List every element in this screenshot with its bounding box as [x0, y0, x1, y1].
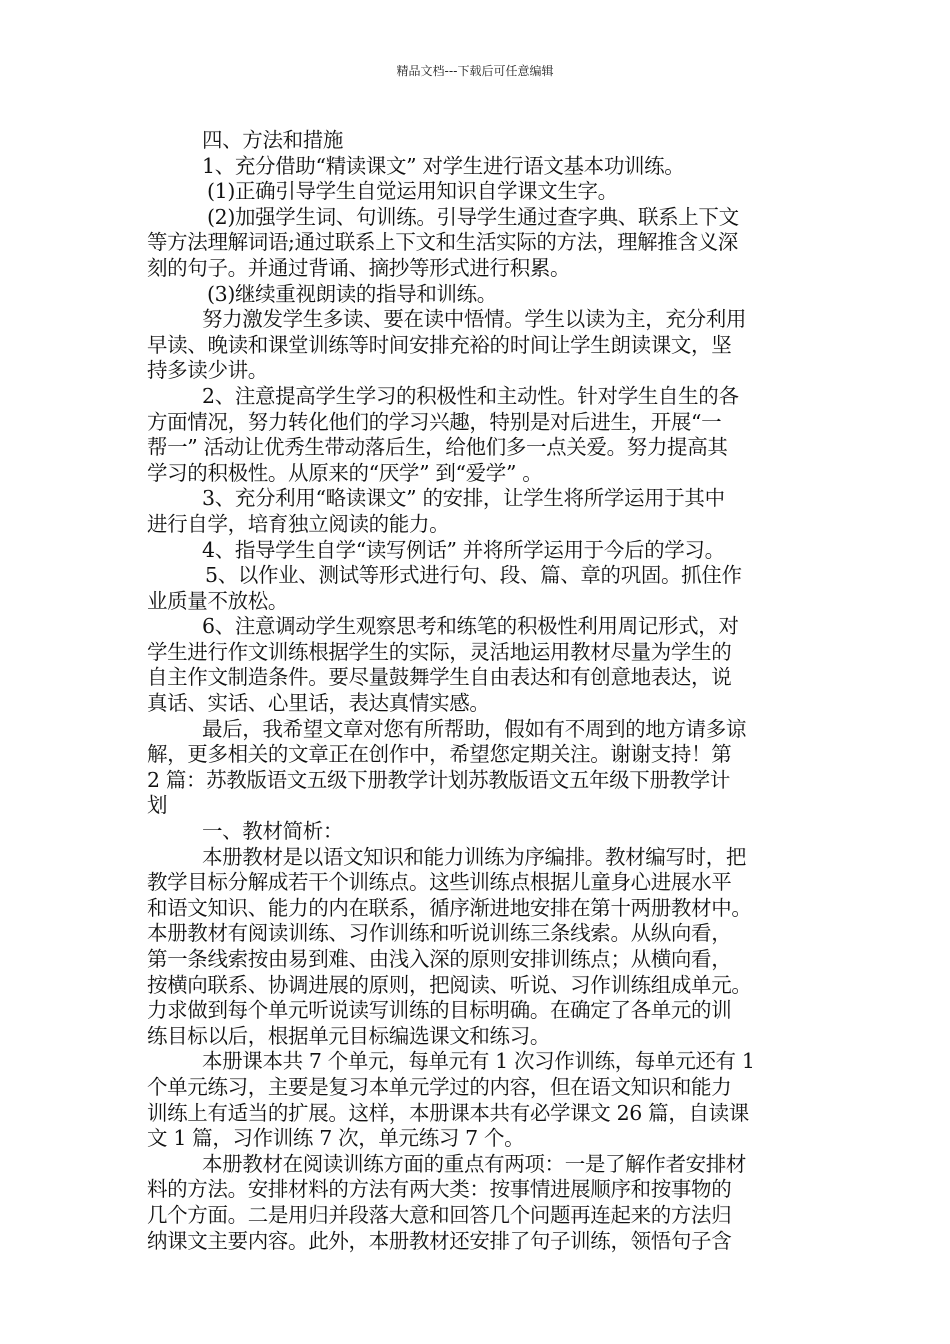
paragraph-line: 训练上有适当的扩展。这样，本册课本共有必学课文 26 篇，自读课 — [147, 1100, 749, 1125]
paragraph-line: 刻的句子。并通过背诵、摘抄等形式进行积累。 — [147, 255, 571, 280]
paragraph-line: 真话、实话、心里话，表达真情实感。 — [147, 691, 490, 716]
paragraph-line: 本册教材在阅读训练方面的重点有两项：一是了解作者安排材 — [202, 1151, 747, 1176]
paragraph-line: 力求做到每个单元听说读写训练的目标明确。在确定了各单元的训 — [147, 998, 732, 1023]
paragraph-line: 1、充分借助“精读课文” 对学生进行语文基本功训练。 — [202, 153, 685, 178]
paragraph-line: 6、注意调动学生观察思考和练笔的积极性利用周记形式，对 — [202, 614, 739, 639]
paragraph-line: 料的方法。安排材料的方法有两大类：按事情进展顺序和按事物的 — [147, 1177, 732, 1202]
paragraph-line: 进行自学，培育独立阅读的能力。 — [147, 511, 450, 536]
paragraph-line: 最后，我希望文章对您有所帮助，假如有不周到的地方请多谅 — [202, 716, 747, 741]
paragraph-line: 解，更多相关的文章正在创作中，希望您定期关注。谢谢支持！第 — [147, 742, 732, 767]
paragraph-line: 方面情况，努力转化他们的学习兴趣，特别是对后进生，开展“一 — [147, 409, 722, 434]
paragraph-line: (1)正确引导学生自觉运用知识自学课文生字。 — [207, 179, 618, 204]
paragraph-line: 帮一” 活动让优秀生带动落后生，给他们多一点关爱。努力提高其 — [147, 435, 728, 460]
paragraph-line: 按横向联系、协调进展的原则，把阅读、听说、习作训练组成单元。 — [147, 972, 752, 997]
paragraph-line: 教学目标分解成若干个训练点。这些训练点根据儿童身心进展水平 — [147, 870, 732, 895]
paragraph-line: 3、充分利用“略读课文” 的安排，让学生将所学运用于其中 — [202, 486, 725, 511]
paragraph-line: 划 — [147, 793, 168, 818]
paragraph-line: 等方法理解词语;通过联系上下文和生活实际的方法，理解推含义深 — [147, 230, 738, 255]
paragraph-line: 几个方面。二是用归并段落大意和回答几个问题再连起来的方法归 — [147, 1202, 732, 1227]
paragraph-line: (3)继续重视朗读的指导和训练。 — [207, 281, 497, 306]
paragraph-line: 个单元练习，主要是复习本单元学过的内容，但在语文知识和能力 — [147, 1074, 732, 1099]
paragraph-line: 和语文知识、能力的内在联系，循序渐进地安排在第十两册教材中。 — [147, 895, 752, 920]
paragraph-line: 努力激发学生多读、要在读中悟情。学生以读为主，充分利用 — [202, 307, 747, 332]
paragraph-line: 2 篇：苏教版语文五级下册教学计划苏教版语文五年级下册教学计 — [147, 767, 731, 792]
paragraph-line: 业质量不放松。 — [147, 588, 289, 613]
paragraph-line: 4、指导学生自学“读写例话” 并将所学运用于今后的学习。 — [202, 537, 725, 562]
paragraph-line: 练目标以后，根据单元目标编选课文和练习。 — [147, 1023, 550, 1048]
paragraph-line: 纳课文主要内容。此外，本册教材还安排了句子训练，领悟句子含 — [147, 1228, 732, 1253]
paragraph-line: 学生进行作文训练根据学生的实际，灵活地运用教材尽量为学生的 — [147, 639, 732, 664]
paragraph-line: 本册课本共 7 个单元，每单元有 1 次习作训练，每单元还有 1 — [202, 1049, 755, 1074]
paragraph-line: 第一条线索按由易到难、由浅入深的原则安排训练点；从横向看， — [147, 947, 732, 971]
paragraph-line: 文 1 篇，习作训练 7 次，单元练习 7 个。 — [147, 1126, 525, 1151]
document-body — [147, 128, 813, 1254]
paragraph-line: 本册教材有阅读训练、习作训练和听说训练三条线索。从纵向看， — [147, 921, 732, 946]
paragraph-line: 持多读少讲。 — [147, 358, 268, 383]
section-heading: 四、方法和措施 — [202, 128, 344, 152]
page-header: 精品文档---下载后可任意编辑 — [396, 64, 554, 78]
paragraph-line: (2)加强学生词、句训练。引导学生通过查字典、联系上下文 — [207, 204, 739, 229]
section-heading: 一、教材简析： — [202, 819, 344, 844]
paragraph-line: 本册教材是以语文知识和能力训练为序编排。教材编写时，把 — [202, 844, 747, 869]
paragraph-line: 5、以作业、测试等形式进行句、段、篇、章的巩固。抓住作 — [205, 563, 742, 588]
paragraph-line: 2、注意提高学生学习的积极性和主动性。针对学生自生的各 — [202, 383, 739, 408]
paragraph-line: 学习的积极性。从原来的“厌学” 到“爱学” 。 — [147, 460, 543, 485]
paragraph-line: 早读、晚读和课堂训练等时间安排充裕的时间让学生朗读课文，坚 — [147, 332, 732, 357]
paragraph-line: 自主作文制造条件。要尽量鼓舞学生自由表达和有创意地表达，说 — [147, 665, 732, 690]
